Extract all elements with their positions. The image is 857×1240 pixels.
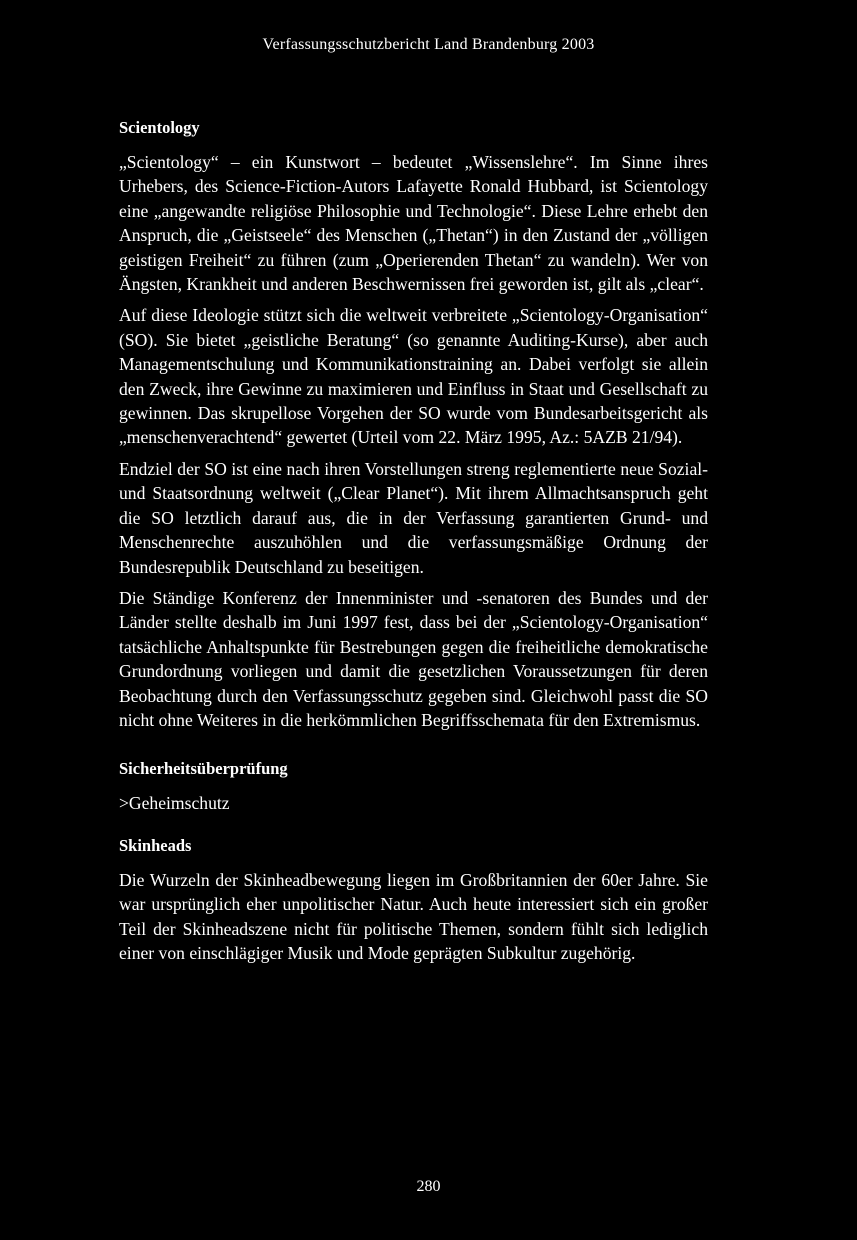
scientology-paragraph-1: „Scientology“ – ein Kunstwort – bedeutet „Wissenslehre“. Im Sinne ihres Urhebers, des Science-Fiction-Autors Lafayette Ronald Hubbard, ist Scientology eine „angewandte religiöse Philosophie und Technologie“. Diese Lehre erhebt den Anspruch, die „Geistseele“ des Menschen („Thetan“) in den Zustand der „völligen geistigen Freiheit“ zu führen (zum „Operierenden Thetan“ zu wandeln). Wer von Ängsten, Krankheit und anderen Beschwernissen frei geworden ist, gilt als „clear“. [119,152,708,295]
section-spacer [119,816,708,834]
scientology-paragraph-4: Die Ständige Konferenz der Innenminister und -senatoren des Bundes und der Länder stellte deshalb im Juni 1997 fest, dass bei der „Scientology-Organisation“ tatsächliche Anhaltspunkte für Bestrebungen gegen die freiheitliche demokratische Grundordnung vorliegen und damit die gesetzlichen Voraussetzungen für deren Beobachtung durch den Verfassungsschutz gegeben sind. Gleichwohl passt die SO nicht ohne Weiteres in die herkömmlichen Begriffsschemata für den Extremismus. [119,587,708,730]
page-header: Verfassungsschutzbericht Land Brandenburg 2003 [262,36,595,53]
heading-scientology: Scientology [119,118,200,137]
page-body [119,116,708,972]
page-number: 280 [416,1178,441,1195]
scientology-paragraph-3: Endziel der SO ist eine nach ihren Vorstellungen streng reglementierte neue Sozial- und Staatsordnung weltweit („Clear Planet“). Mit ihrem Allmachtsanspruch geht die SO letztlich darauf aus, die in der Verfassung garantierten Grund- und Menschenrechte auszuhöhlen und die verfassungsmäßige Ordnung der Bundesrepublik Deutschland zu beseitigen. [119,458,708,577]
cross-reference-geheimschutz[interactable]: >Geheimschutz [119,793,230,814]
scientology-paragraph-2: Auf diese Ideologie stützt sich die weltweit verbreitete „Scientology-Organisation“ (SO). Sie bietet „geistliche Beratung“ (so genannte Auditing-Kurse), aber auch Managementschulung und Kommunikationstraining an. Dabei verfolgt sie allein den Zweck, ihre Gewinne zu maximieren und Einfluss in Staat und Gesellschaft zu gewinnen. Das skrupellose Vorgehen der SO wurde vom Bundesarbeitsgericht als „menschenverachtend“ gewertet (Urteil vom 22. März 1995, Az.: 5AZB 21/94). [119,305,708,448]
heading-sicherheitsueberpruefung: Sicherheitsüberprüfung [119,759,288,779]
section-spacer [119,739,708,757]
skinheads-paragraph-1: Die Wurzeln der Skinheadbewegung liegen im Großbritannien der 60er Jahre. Sie war ursprünglich eher unpolitischer Natur. Auch heute interessiert sich ein großer Teil der Skinheadszene nicht für politische Themen, sondern fühlt sich lediglich einer von einschlägiger Musik und Mode geprägten Subkultur zugehörig. [119,869,708,963]
heading-skinheads: Skinheads [119,835,192,855]
